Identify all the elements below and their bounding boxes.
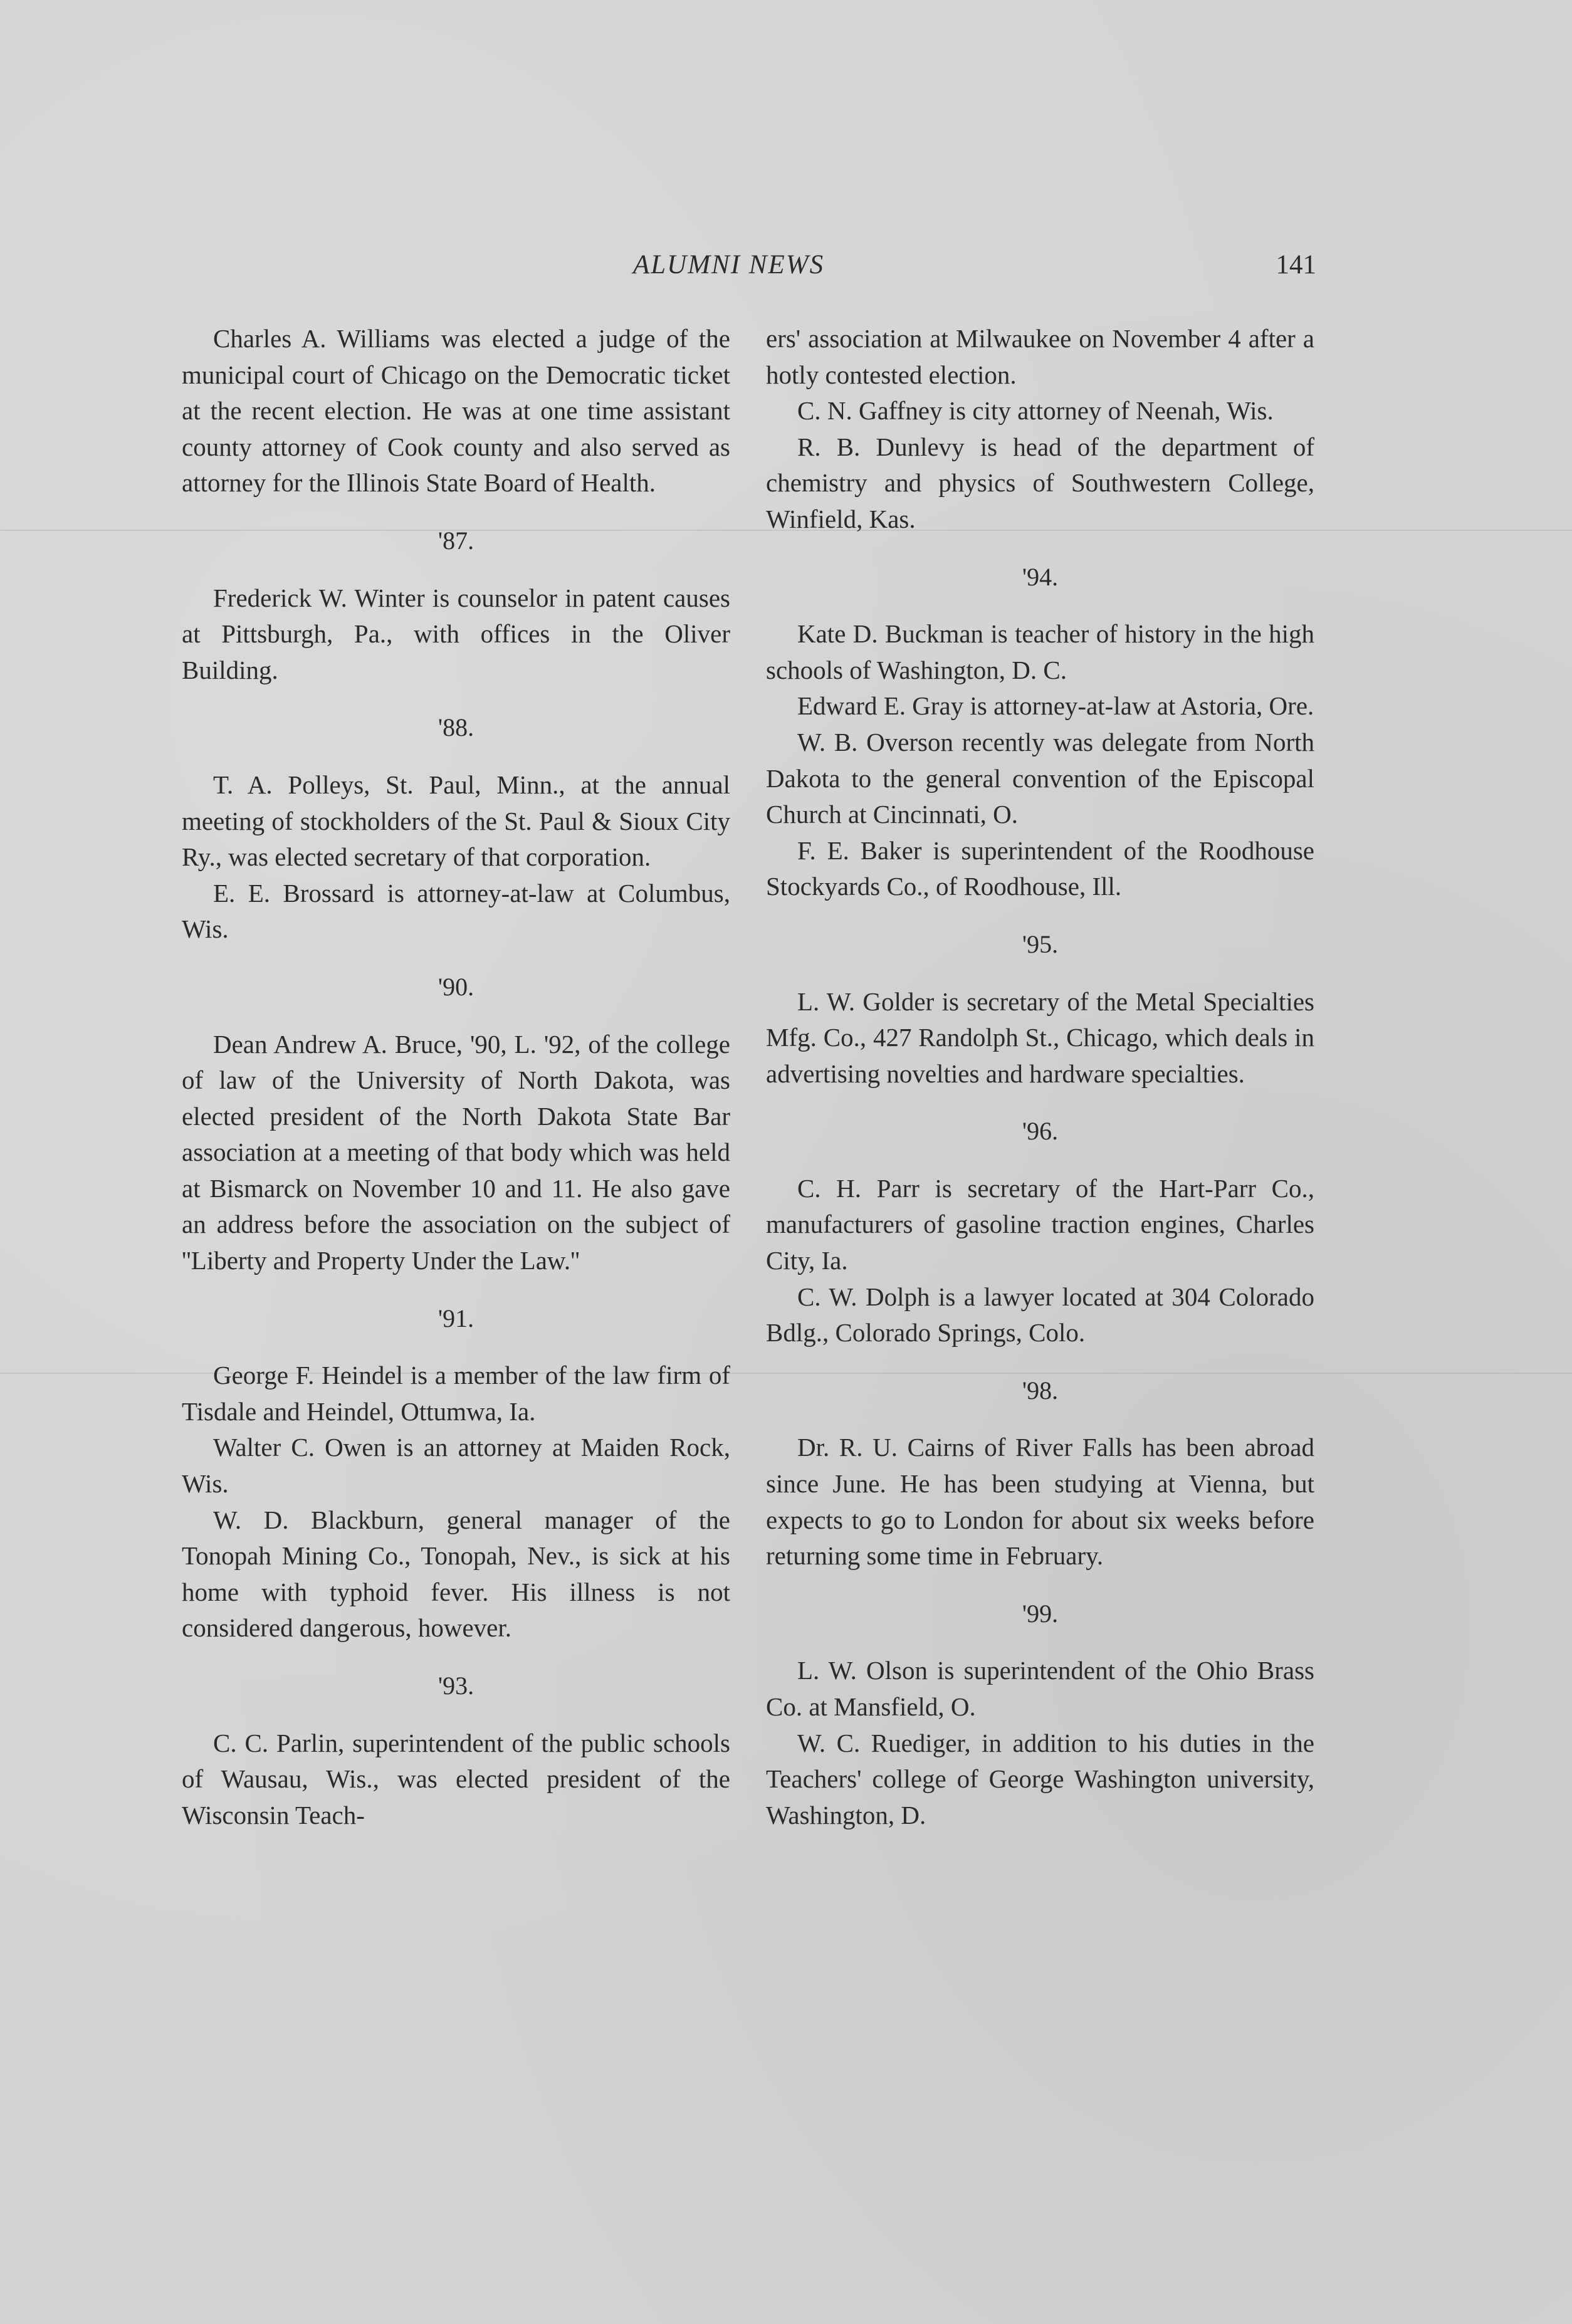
left-column xyxy=(182,321,730,1833)
news-item: L. W. Olson is superintendent of the Ohio Brass Co. at Mansfield, O. xyxy=(766,1656,1314,1721)
news-item: C. H. Parr is secretary of the Hart-Parr Co., manufacturers of gasoline traction engines, Charles City, Ia. xyxy=(766,1173,1314,1275)
news-item-continued: ers' association at Milwaukee on November 4 after a hotly contested election. xyxy=(766,324,1314,389)
class-year-heading: '87. xyxy=(438,526,474,555)
news-item: T. A. Polleys, St. Paul, Minn., at the annual meeting of stockholders of the St. Paul & Sioux City Ry., was elected secretary of that corporation. xyxy=(182,770,730,872)
news-item: F. E. Baker is superintendent of the Roodhouse Stockyards Co., of Roodhouse, Ill. xyxy=(766,835,1314,901)
class-year-heading: '96. xyxy=(1022,1117,1059,1146)
news-item: Charles A. Williams was elected a judge of the municipal court of Chicago on the Democratic ticket at the recent election. He was at one time assistant county attorney of Cook county and also served as attorney for the Illinois State Board of Health. xyxy=(182,324,730,498)
news-item: R. B. Dunlevy is head of the department of chemistry and physics of Southwestern College, Winfield, Kas. xyxy=(766,432,1314,533)
class-year-heading: '99. xyxy=(1022,1599,1059,1628)
class-year-heading: '98. xyxy=(1022,1376,1059,1405)
news-item: Frederick W. Winter is counselor in patent causes at Pittsburgh, Pa., with offices in the Oliver Building. xyxy=(182,583,730,684)
news-item: Dean Andrew A. Bruce, '90, L. '92, of the college of law of the University of North Dakota, was elected president of the North Dakota State Bar association at a meeting of that body which was held at Bismarck on November 10 and 11. He also gave an address before the association on the subject of ''Liberty and Property Under the Law.'' xyxy=(182,1029,730,1275)
news-item: W. C. Ruediger, in addition to his duties in the Teachers' college of George Washington university, Washington, D. xyxy=(766,1728,1314,1829)
news-item: George F. Heindel is a member of the law firm of Tisdale and Heindel, Ottumwa, Ia. xyxy=(182,1361,730,1426)
news-item: E. E. Brossard is attorney-at-law at Columbus, Wis. xyxy=(182,878,730,944)
news-item: L. W. Golder is secretary of the Metal Specialties Mfg. Co., 427 Randolph St., Chicago, which deals in advertising novelties and hardware specialties. xyxy=(766,987,1314,1088)
news-item: W. B. Overson recently was delegate from North Dakota to the general convention of the Episcopal Church at Cincinnati, O. xyxy=(766,727,1314,829)
news-item: C. C. Parlin, superintendent of the public schools of Wausau, Wis., was elected president of the Wisconsin Teach- xyxy=(182,1728,730,1829)
news-item: Edward E. Gray is attorney-at-law at Astoria, Ore. xyxy=(797,691,1314,721)
class-year-heading: '90. xyxy=(438,972,474,1001)
running-title: ALUMNI NEWS xyxy=(633,250,825,280)
news-item: Kate D. Buckman is teacher of history in the high schools of Washington, D. C. xyxy=(766,619,1314,684)
news-item: C. W. Dolph is a lawyer located at 304 Colorado Bdlg., Colorado Springs, Colo. xyxy=(766,1282,1314,1348)
running-head xyxy=(182,249,1316,293)
news-item: C. N. Gaffney is city attorney of Neenah, Wis. xyxy=(797,396,1274,426)
page-number: 141 xyxy=(1276,250,1316,280)
right-column xyxy=(766,321,1314,1833)
news-item: W. D. Blackburn, general manager of the Tonopah Mining Co., Tonopah, Nev., is sick at his home with typhoid fever. His illness is not considered dangerous, however. xyxy=(182,1505,730,1643)
class-year-heading: '91. xyxy=(438,1304,474,1332)
class-year-heading: '88. xyxy=(438,713,474,742)
class-year-heading: '93. xyxy=(438,1672,474,1700)
class-year-heading: '94. xyxy=(1022,562,1059,591)
news-item: Walter C. Owen is an attorney at Maiden Rock, Wis. xyxy=(182,1433,730,1499)
class-year-heading: '95. xyxy=(1022,929,1059,958)
news-item: Dr. R. U. Cairns of River Falls has been abroad since June. He has been studying at Vienna, but expects to go to London for about six weeks before returning some time in February. xyxy=(766,1433,1314,1571)
